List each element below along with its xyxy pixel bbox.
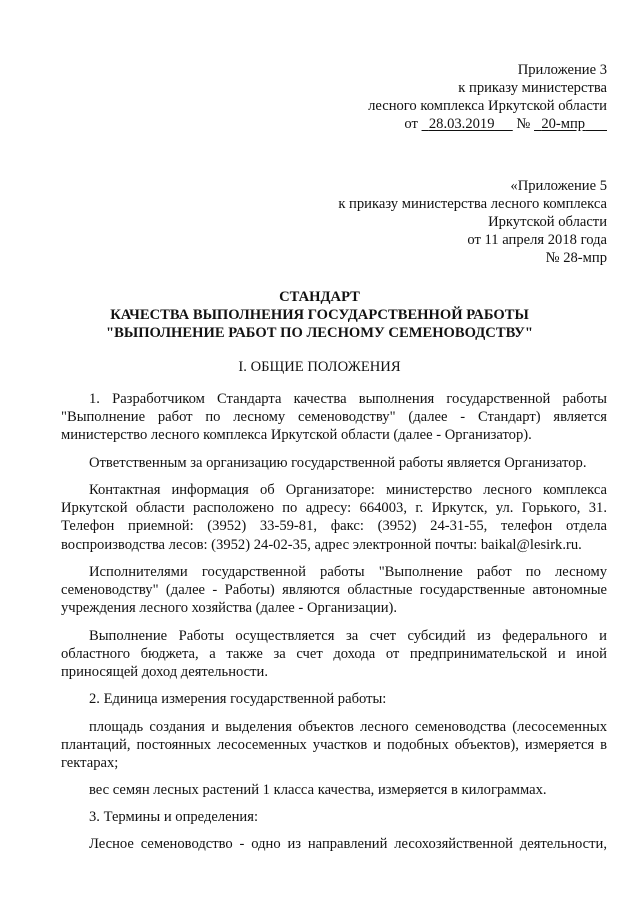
appendix-3-date-prefix: от <box>404 116 418 132</box>
appendix-3-date: 28.03.2019 <box>428 116 495 132</box>
appendix-3-date-line <box>368 115 607 133</box>
paragraph-6: 2. Единица измерения государственной работы: <box>89 691 387 707</box>
document-title <box>32 288 607 342</box>
paragraph-4: Исполнителями государственной работы "Выполнение работ по лесному семеноводству" (далее - Работы) являются областные государственные автономные учреждения лесного хозяйства (далее - Организации). <box>61 564 607 617</box>
appendix-3-number-sign: № <box>516 116 531 132</box>
paragraph-2: Ответственным за организацию государственной работы является Организатор. <box>89 455 587 471</box>
appendix-3-line3: лесного комплекса Иркутской области <box>368 98 607 114</box>
paragraph-8: вес семян лесных растений 1 класса качества, измеряется в килограммах. <box>89 782 547 798</box>
paragraph-5: Выполнение Работы осуществляется за счет субсидий из федерального и областного бюджета, а также за счет дохода от предпринимательской и иной приносящей доход деятельности. <box>61 628 607 681</box>
appendix-3-date-field <box>422 116 513 132</box>
appendix-5-line1: «Приложение 5 <box>510 178 607 194</box>
appendix-3-line1: Приложение 3 <box>517 62 607 78</box>
appendix-3-number: 20-мпр <box>541 116 586 132</box>
paragraph-7: площадь создания и выделения объектов лесного семеноводства (лесосеменных плантаций, постоянных лесосеменных участков и подобных объектов), измеряется в гектарах; <box>61 719 607 772</box>
appendix-5-header <box>338 177 607 267</box>
paragraph-9: 3. Термины и определения: <box>89 809 259 825</box>
title-line2: КАЧЕСТВА ВЫПОЛНЕНИЯ ГОСУДАРСТВЕННОЙ РАБОТЫ <box>110 307 529 323</box>
paragraph-3: Контактная информация об Организаторе: министерство лесного комплекса Иркутской области расположено по адресу: 664003, г. Иркутск, ул. Горького, 31. Телефон приемной: (3952) 33-59-81, факс: (3952) 24-31-55, телефон отдела воспроизводства лесов: (3952) 24-02-35, адрес электронной почты: baikal@lesirk.ru. <box>61 482 607 553</box>
appendix-3-line2: к приказу министерства <box>458 80 607 96</box>
paragraph-10: Лесное семеноводство - одно из направлений лесохозяйственной деятельности, <box>89 836 607 852</box>
appendix-5-line4: от 11 апреля 2018 года <box>467 232 607 248</box>
appendix-5-line2: к приказу министерства лесного комплекса <box>338 196 607 212</box>
title-line1: СТАНДАРТ <box>279 289 360 305</box>
appendix-3-number-field <box>534 116 607 132</box>
appendix-5-line3: Иркутской области <box>488 214 607 230</box>
appendix-5-line5: № 28-мпр <box>545 250 607 266</box>
title-line3: "ВЫПОЛНЕНИЕ РАБОТ ПО ЛЕСНОМУ СЕМЕНОВОДСТВУ" <box>106 325 533 341</box>
section-heading: I. ОБЩИЕ ПОЛОЖЕНИЯ <box>238 359 401 375</box>
paragraph-1: 1. Разработчиком Стандарта качества выполнения государственной работы "Выполнение работ по лесному семеноводству" (далее - Стандарт) является министерство лесного комплекса Иркутской области (далее - Организатор). <box>61 391 607 444</box>
appendix-3-header <box>368 61 607 133</box>
